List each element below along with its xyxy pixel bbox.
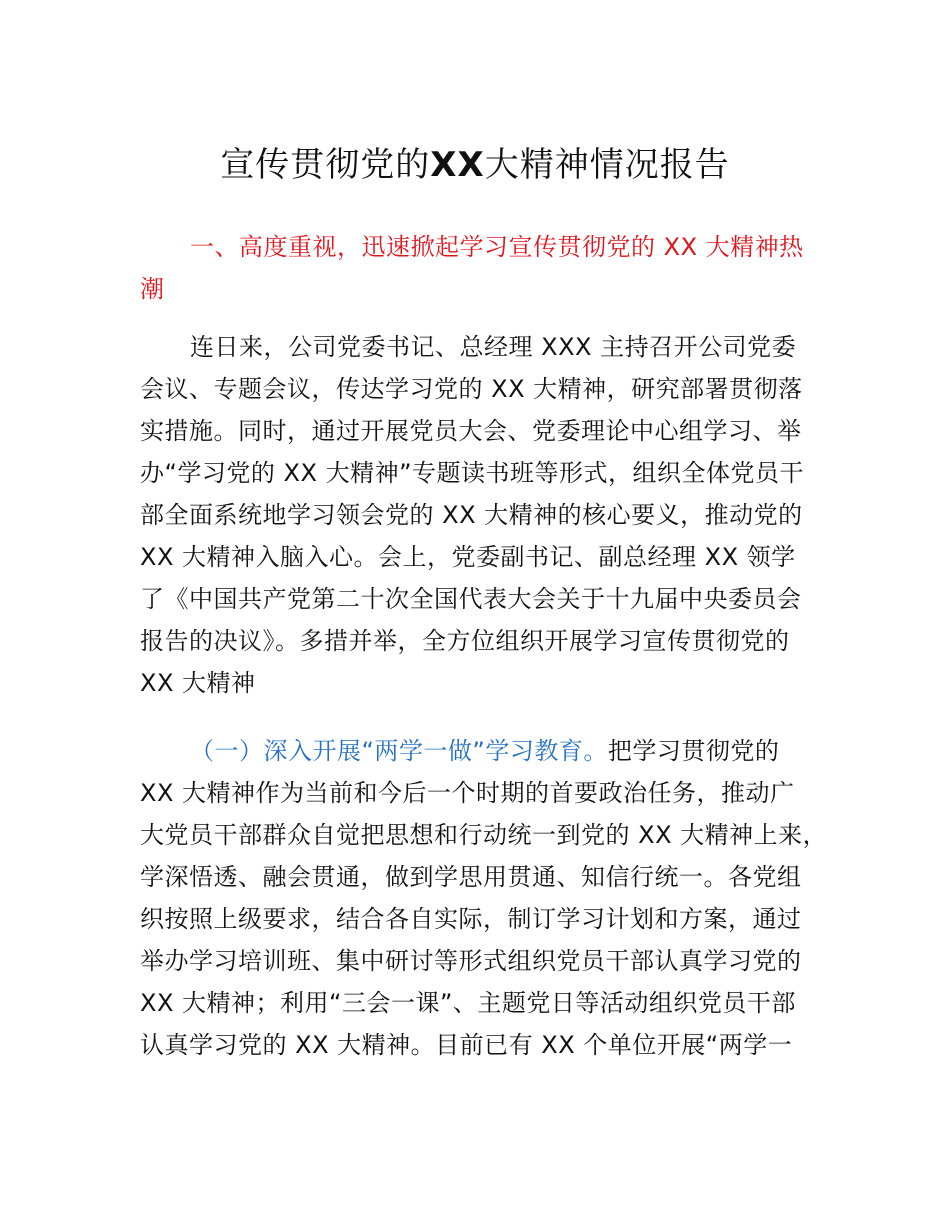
paragraph-line: 了《中国共产党第二十次全国代表大会关于十九届中央委员会 xyxy=(140,585,802,613)
paragraph-line: 办“学习党的 XX 大精神”专题读书班等形式，组织全体党员干 xyxy=(140,459,805,487)
paragraph-line: 实措施。同时，通过开展党员大会、党委理论中心组学习、举 xyxy=(140,417,802,445)
title-prefix: 宣传贯彻党的 xyxy=(220,145,431,185)
paragraph-line: 连日来，公司党委书记、总经理 XXX 主持召开公司党委 xyxy=(190,333,797,361)
paragraph-line: 学深悟透、融会贯通，做到学思用贯通、知信行统一。各党组 xyxy=(140,863,802,891)
document-title xyxy=(0,140,950,190)
paragraph-line: XX 大精神入脑入心。会上，党委副书记、副总经理 XX 领学 xyxy=(140,543,796,571)
heading1-line: 潮 xyxy=(140,275,165,303)
paragraph-line: 织按照上级要求，结合各自实际，制订学习计划和方案，通过 xyxy=(140,905,802,933)
paragraph-text: 把学习贯彻党的 xyxy=(607,737,780,765)
paragraph-line: XX 大精神；利用“三会一课”、主题党日等活动组织党员干部 xyxy=(140,989,796,1017)
paragraph-line: 报告的决议》。多措并举，全方位组织开展学习宣传贯彻党的 xyxy=(140,627,790,655)
paragraph-line: 会议、专题会议，传达学习党的 XX 大精神，研究部署贯彻落 xyxy=(140,375,803,403)
paragraph-line: XX 大精神作为当前和今后一个时期的首要政治任务，推动广 xyxy=(140,779,795,807)
paragraph-first-line xyxy=(140,730,815,772)
title-bold-xx: XX xyxy=(430,145,485,185)
heading1-line: 一、高度重视，迅速掀起学习宣传贯彻党的 XX 大精神热 xyxy=(190,233,804,261)
paragraph-line: XX 大精神 xyxy=(140,669,256,697)
paragraph-1 xyxy=(140,326,815,704)
section-heading-1 xyxy=(140,226,815,310)
subsection-heading: （一）深入开展“两学一做”学习教育。 xyxy=(190,737,608,765)
paragraph-line: 大党员干部群众自觉把思想和行动统一到党的 XX 大精神上来， xyxy=(140,821,828,849)
paragraph-line: 部全面系统地学习领会党的 XX 大精神的核心要义，推动党的 xyxy=(140,501,803,529)
paragraph-line: 认真学习党的 XX 大精神。目前已有 XX 个单位开展“两学一 xyxy=(140,1031,793,1059)
title-suffix: 大精神情况报告 xyxy=(484,145,730,185)
paragraph-2 xyxy=(140,730,828,1066)
paragraph-line: 举办学习培训班、集中研讨等形式组织党员干部认真学习党的 xyxy=(140,947,802,975)
